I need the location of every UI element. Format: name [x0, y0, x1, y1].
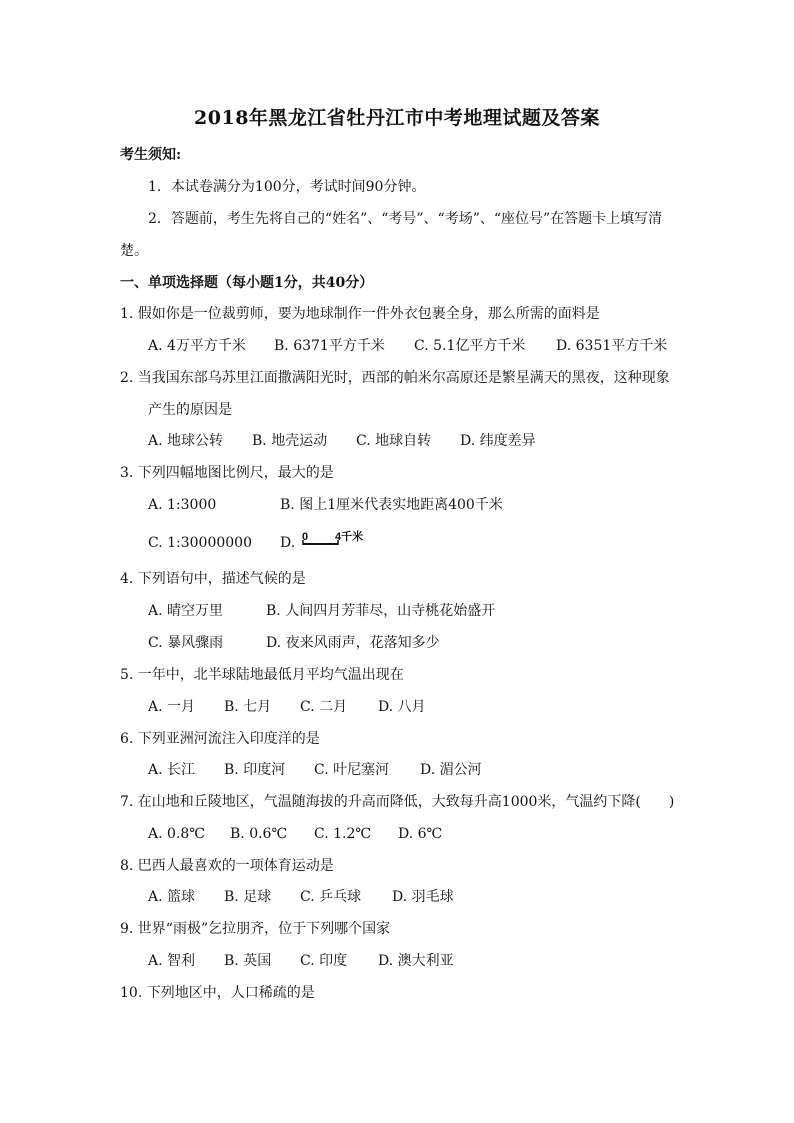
question-7-option-a: A. 0.8℃	[148, 826, 205, 842]
question-10-stem: 10. 下列地区中，人口稀疏的是	[120, 985, 315, 1001]
question-1-option-d: D. 6351平方千米	[556, 338, 668, 354]
notice-item-1: 1．本试卷满分为100分，考试时间90分钟。	[148, 179, 426, 195]
question-2-option-a: A. 地球公转	[148, 433, 224, 449]
question-9-option-b: B. 英国	[224, 953, 272, 969]
question-7-stem: 7. 在山地和丘陵地区，气温随海拔的升高而降低，大致每升高1000米，气温约下降( )	[120, 794, 675, 810]
question-5-option-a: A. 一月	[148, 699, 196, 715]
question-7-option-b: B. 0.6℃	[230, 826, 288, 842]
question-9-option-c: C. 印度	[300, 953, 348, 969]
question-3-option-c: C. 1:30000000	[148, 535, 252, 551]
question-4-option-d: D. 夜来风雨声，花落知多少	[266, 635, 440, 651]
question-9-option-d: D. 澳大利亚	[378, 953, 454, 969]
scale-bar-unit: 4千米	[335, 531, 364, 543]
scale-bar-graphic	[302, 530, 366, 548]
question-9-stem: 9. 世界“雨极”乞拉朋齐，位于下列哪个国家	[120, 921, 391, 937]
question-4-option-b: B. 人间四月芳菲尽，山寺桃花始盛开	[266, 603, 496, 619]
question-8-stem: 8. 巴西人最喜欢的一项体育运动是	[120, 858, 334, 874]
section-heading: 一、单项选择题（每小题1分，共40分）	[120, 275, 374, 291]
question-1-option-a: A. 4万平方千米	[148, 338, 246, 354]
question-4-option-a: A. 晴空万里	[148, 603, 224, 619]
question-3-option-d: D.	[280, 535, 296, 551]
question-1-option-c: C. 5.1亿平方千米	[414, 338, 526, 354]
notice-heading: 考生须知:	[120, 147, 182, 163]
question-8-option-b: B. 足球	[224, 889, 272, 905]
notice-item-2-cont: 楚。	[120, 243, 148, 259]
question-6-option-c: C. 叶尼塞河	[314, 762, 390, 778]
question-9-option-a: A. 智利	[148, 953, 196, 969]
question-3-stem: 3. 下列四幅地图比例尺，最大的是	[120, 465, 334, 481]
question-2-option-c: C. 地球自转	[356, 433, 432, 449]
question-6-option-d: D. 湄公河	[420, 762, 482, 778]
question-4-option-c: C. 暴风骤雨	[148, 635, 224, 651]
question-6-option-a: A. 长江	[148, 762, 196, 778]
question-5-option-b: B. 七月	[224, 699, 272, 715]
question-1-stem: 1. 假如你是一位裁剪师，要为地球制作一件外衣包裹全身，那么所需的面料是	[120, 306, 600, 322]
question-3-option-a: A. 1:3000	[148, 497, 217, 513]
question-5-stem: 5. 一年中，北半球陆地最低月平均气温出现在	[120, 667, 404, 683]
question-5-option-c: C. 二月	[300, 699, 348, 715]
question-6-option-b: B. 印度河	[224, 762, 286, 778]
notice-item-2: 2．答题前，考生先将自己的“姓名”、“考号”、“考场”、“座位号”在答题卡上填写清	[148, 211, 663, 227]
question-7-option-d: D. 6℃	[398, 826, 443, 842]
question-8-option-a: A. 篮球	[148, 889, 196, 905]
question-4-stem: 4. 下列语句中，描述气候的是	[120, 571, 306, 587]
question-3-option-b: B. 图上1厘米代表实地距离400千米	[280, 497, 503, 513]
question-2-option-d: D. 纬度差异	[460, 433, 536, 449]
question-6-stem: 6. 下列亚洲河流注入印度洋的是	[120, 731, 320, 747]
question-8-option-d: D. 羽毛球	[392, 889, 454, 905]
question-8-option-c: C. 乒乓球	[300, 889, 362, 905]
question-2-stem: 2. 当我国东部乌苏里江面撒满阳光时，西部的帕米尔高原还是繁星满天的黑夜，这种现象	[120, 370, 670, 386]
question-1-option-b: B. 6371平方千米	[274, 338, 385, 354]
page-title: 2018年黑龙江省牡丹江市中考地理试题及答案	[194, 107, 600, 129]
question-2-stem-cont: 产生的原因是	[148, 402, 232, 418]
question-2-option-b: B. 地壳运动	[252, 433, 328, 449]
scale-bar-zero: 0	[302, 531, 309, 543]
question-5-option-d: D. 八月	[378, 699, 426, 715]
question-7-option-c: C. 1.2℃	[314, 826, 372, 842]
